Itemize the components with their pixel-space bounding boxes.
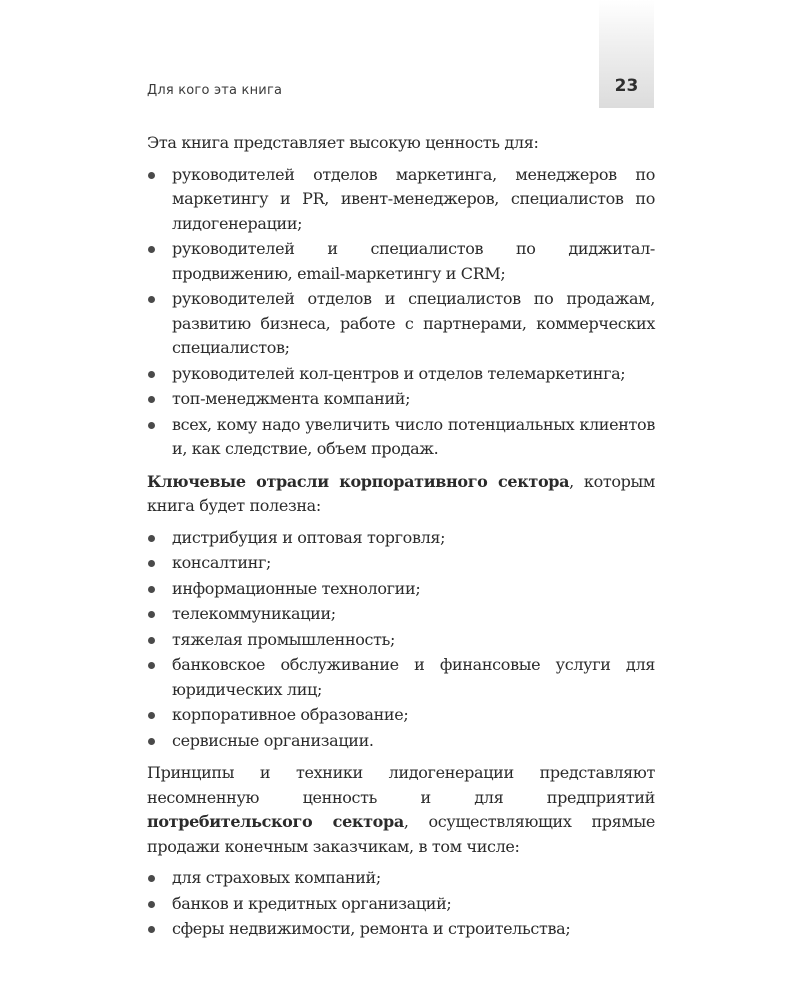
running-title: Для кого эта книга [147,83,283,98]
audience-list [147,163,655,462]
bullet-icon [148,396,155,403]
list-item: корпоративное образование; [147,703,655,728]
page-number: 23 [614,76,639,96]
consumer-sector-list [147,866,655,942]
list-item: телекоммуникации; [147,602,655,627]
list-item: сферы недвижимости, ремонта и строительства; [147,917,655,942]
list-item: консалтинг; [147,551,655,576]
list-item: всех, кому надо увеличить число потенциальных клиентов и, как следствие, объем продаж. [147,413,655,462]
list-item: банковское обслуживание и финансовые услуги для юридических лиц; [147,653,655,702]
bullet-icon [148,172,155,179]
bullet-icon [148,246,155,253]
bullet-icon [148,611,155,618]
bullet-icon [148,422,155,429]
bullet-icon [148,637,155,644]
bullet-icon [148,738,155,745]
list-item: дистрибуция и оптовая торговля; [147,526,655,551]
bullet-icon [148,371,155,378]
section2-intro: Ключевые отрасли корпоративного сектора, которым книга будет полезна: [147,471,656,515]
bullet-icon [148,901,155,908]
section1-intro: Эта книга представляет высокую ценность для: [147,133,539,152]
bullet-icon [148,586,155,593]
list-item: для страховых компаний; [147,866,655,891]
bullet-icon [148,926,155,933]
industries-list [147,526,655,754]
bullet-icon [148,560,155,567]
list-item: руководителей кол-центров и отделов телемаркетинга; [147,362,655,387]
section3-intro: Принципы и техники лидогенерации представляют несомненную ценность и для предприятий потребительского сектора, осуществляющих прямые продажи конечным заказчикам, в том числе: [147,763,656,856]
bullet-icon [148,875,155,882]
bullet-icon [148,535,155,542]
bullet-icon [148,296,155,303]
bullet-icon [148,662,155,669]
list-item: руководителей и специалистов по диджитал-продвижению, email-маркетингу и CRM; [147,237,655,286]
list-item: банков и кредитных организаций; [147,892,655,917]
bullet-icon [148,712,155,719]
list-item: руководителей отделов маркетинга, менеджеров по маркетингу и PR, ивент-менеджеров, специалистов по лидогенерации; [147,163,655,237]
list-item: информационные технологии; [147,577,655,602]
list-item: руководителей отделов и специалистов по продажам, развитию бизнеса, работе с партнерами, коммерческих специалистов; [147,287,655,361]
list-item: топ-менеджмента компаний; [147,387,655,412]
page-body [147,131,655,950]
list-item: тяжелая промышленность; [147,628,655,653]
list-item: сервисные организации. [147,729,655,754]
